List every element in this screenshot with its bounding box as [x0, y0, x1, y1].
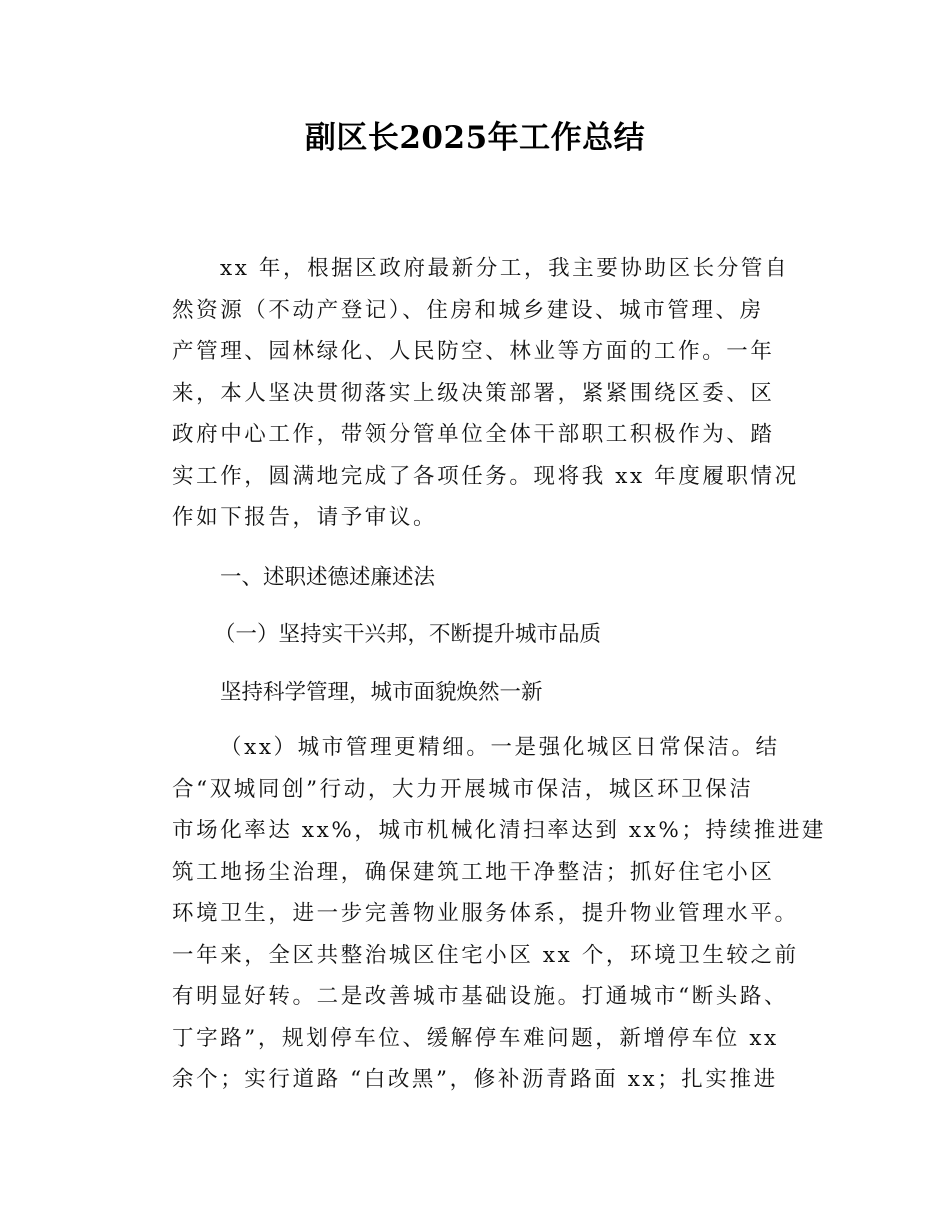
paragraph-line: 来，本人坚决贯彻落实上级决策部署，紧紧围绕区委、区: [172, 380, 775, 406]
paragraph-line: 产管理、园林绿化、人民防空、林业等方面的工作。一年: [172, 339, 775, 364]
section-heading: 一、述职述德述廉述法: [220, 565, 436, 590]
subsection-heading: （一）坚持实干兴邦，不断提升城市品质: [214, 622, 602, 647]
paragraph-line: 有明显好转。二是改善城市基础设施。打通城市“断头路、: [172, 984, 789, 1009]
paragraph-line: 市场化率达 xx%，城市机械化清扫率达到 xx%；持续推进建: [172, 818, 827, 843]
paragraph-line: xx 年，根据区政府最新分工，我主要协助区长分管自: [220, 256, 790, 281]
paragraph-line: 然资源（不动产登记）、住房和城乡建设、城市管理、房: [172, 297, 764, 323]
document-title: 副区长2025年工作总结: [304, 120, 646, 156]
paragraph-line: 作如下报告，请予审议。: [172, 505, 438, 530]
body-paragraph: [172, 727, 827, 1101]
paragraph-line: 政府中心工作，带领分管单位全体干部职工积极作为、踏: [172, 422, 775, 447]
paragraph-line: 丁字路”，规划停车位、缓解停车难问题，新增停车位 xx: [172, 1025, 779, 1051]
paragraph-line: 环境卫生，进一步完善物业服务体系，提升物业管理水平。: [172, 901, 799, 926]
paragraph-line: 余个；实行道路 “白改黑”，修补沥青路面 xx；扎实推进: [172, 1067, 778, 1092]
paragraph-line: 实工作，圆满地完成了各项任务。现将我 xx 年度履职情况: [172, 463, 799, 489]
intro-paragraph: [172, 248, 812, 539]
paragraph-line: 一年来，全区共整治城区住宅小区 xx 个，环境卫生较之前: [172, 942, 799, 968]
subsubsection-heading: 坚持科学管理，城市面貌焕然一新: [220, 680, 543, 705]
paragraph-line: 筑工地扬尘治理，确保建筑工地干净整洁；抓好住宅小区: [172, 859, 775, 885]
paragraph-line: （xx）城市管理更精细。一是强化城区日常保洁。结: [220, 735, 780, 760]
paragraph-line: 合“双城同创”行动，大力开展城市保洁，城区环卫保洁: [172, 776, 754, 802]
